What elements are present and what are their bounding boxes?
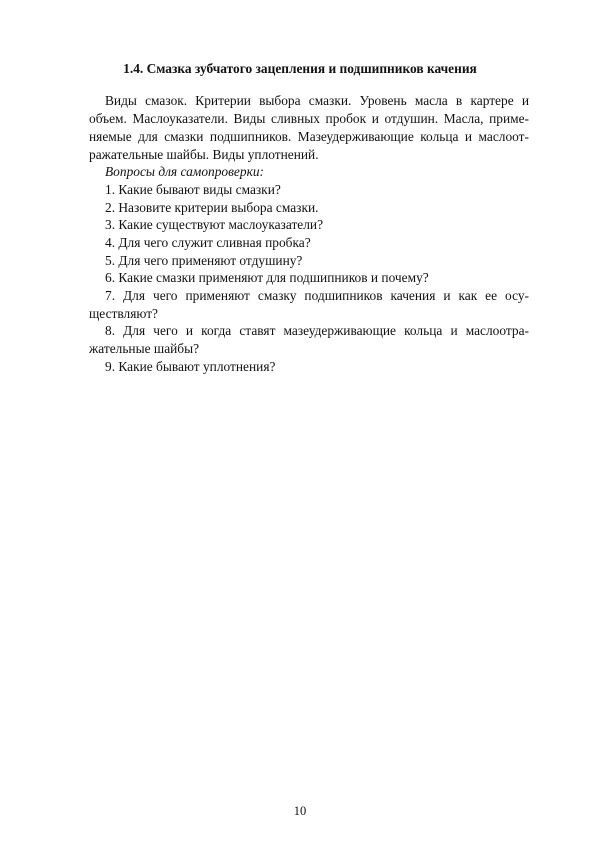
questions-heading: Вопросы для самопроверки: (105, 164, 264, 179)
question-3: 3. Какие существуют маслоуказатели? (105, 217, 324, 232)
section-title: 1.4. Смазка зубчатого зацепления и подшипников качения (123, 61, 477, 76)
question-2: 2. Назовите критерии выбора смазки. (105, 200, 319, 215)
intro-line-3: няемые для смазки подшипников. Мазеудерживающие кольца и маслоот- (89, 129, 529, 144)
question-8-line-1: 8. Для чего и когда ставят мазеудерживающие кольца и маслоотра- (105, 323, 529, 338)
intro-line-4: ражательные шайбы. Виды уплотнений. (89, 147, 319, 162)
question-7-line-2: ществляют? (89, 306, 158, 321)
question-9: 9. Какие бывают уплотнения? (105, 359, 276, 374)
intro-line-1: Виды смазок. Критерии выбора смазки. Уровень масла в картере и (105, 93, 529, 108)
question-6: 6. Какие смазки применяют для подшипников и почему? (105, 270, 429, 285)
page-number: 10 (293, 804, 307, 818)
question-4: 4. Для чего служит сливная пробка? (105, 235, 311, 250)
question-5: 5. Для чего применяют отдушину? (105, 253, 303, 268)
question-1: 1. Какие бывают виды смазки? (105, 182, 281, 197)
intro-line-2: объем. Маслоуказатели. Виды сливных пробок и отдушин. Масла, приме- (89, 111, 529, 126)
question-7-line-1: 7. Для чего применяют смазку подшипников качения и как ее осу- (105, 288, 529, 303)
question-8-line-2: жательные шайбы? (89, 341, 200, 356)
